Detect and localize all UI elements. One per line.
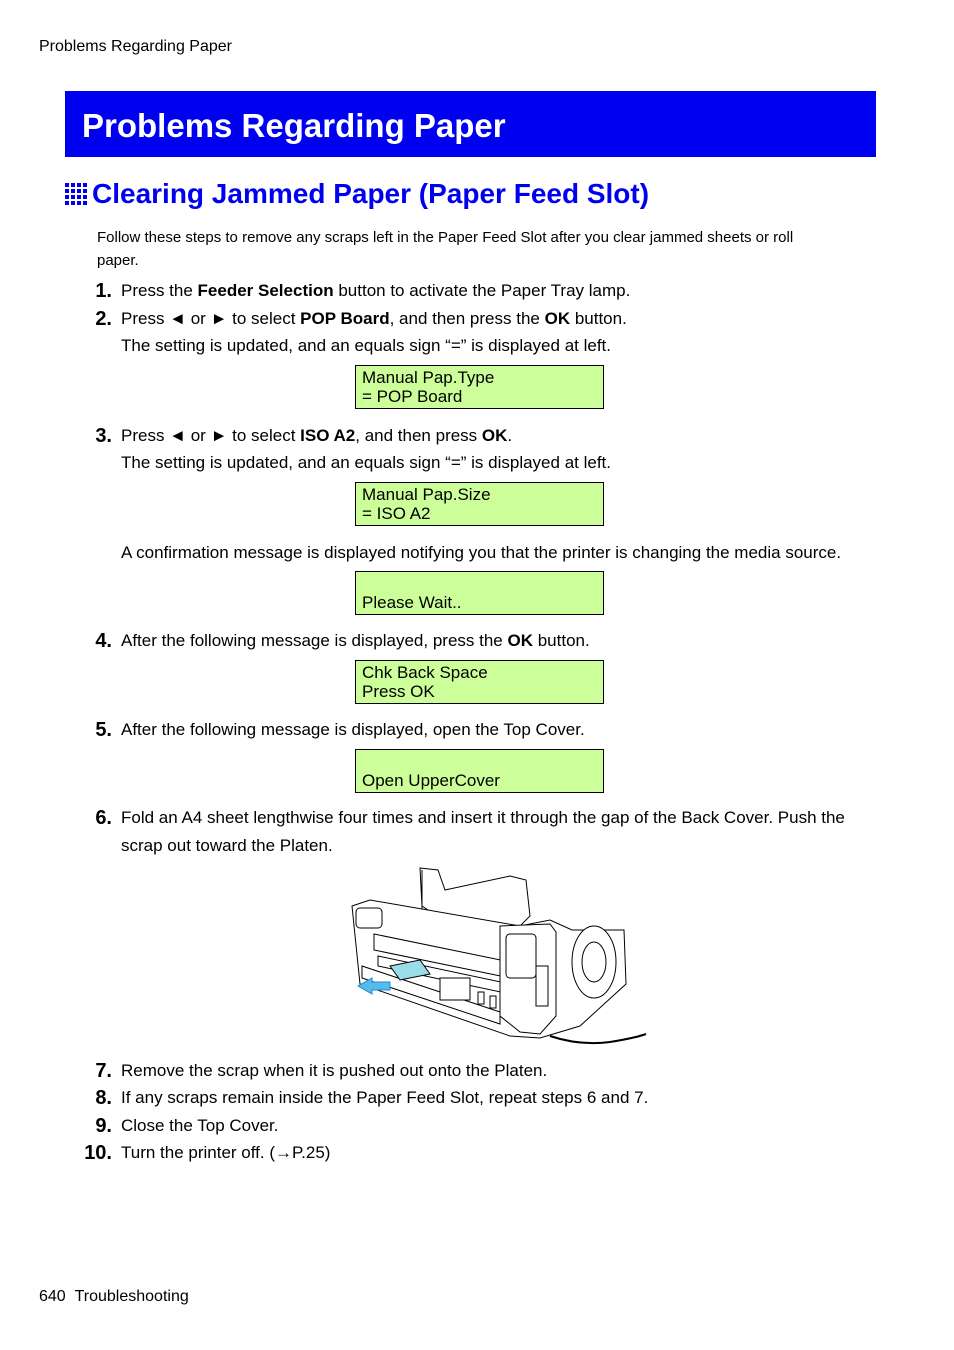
running-head: Problems Regarding Paper	[39, 38, 232, 55]
lcd-display	[355, 749, 604, 793]
step-number: 4.	[95, 630, 112, 652]
step-text: Turn the printer off. (→P.25)	[121, 1143, 331, 1162]
section-heading	[65, 176, 649, 212]
chapter-title-bar	[65, 91, 876, 157]
step-text: If any scraps remain inside the Paper Feed Slot, repeat steps 6 and 7.	[121, 1088, 649, 1107]
chapter-title: Problems Regarding Paper	[82, 107, 506, 144]
lcd-display	[355, 365, 604, 409]
step-text: Press ◄ or ► to select POP Board, and then press the OK button.	[121, 309, 627, 328]
step-number: 2.	[95, 308, 112, 330]
section-title: Clearing Jammed Paper (Paper Feed Slot)	[92, 178, 650, 209]
lcd-line-1: Chk Back Space	[362, 663, 488, 682]
step-text: Close the Top Cover.	[121, 1116, 279, 1135]
lcd-display	[355, 482, 604, 526]
step-number: 7.	[95, 1060, 112, 1082]
step-number: 9.	[95, 1115, 112, 1137]
step-number: 1.	[95, 280, 112, 302]
step-text: Fold an A4 sheet lengthwise four times and insert it through the gap of the Back Cover. Push the scrap out toward the Platen.	[121, 808, 845, 855]
step-text: After the following message is displayed, open the Top Cover.	[121, 720, 585, 739]
step-number: 6.	[95, 807, 112, 829]
step-text: After the following message is displayed, press the OK button.	[121, 631, 590, 650]
lcd-line-2: = ISO A2	[362, 504, 431, 523]
footer-section: Troubleshooting	[74, 1288, 189, 1305]
lcd-line-2: Please Wait..	[362, 593, 462, 612]
lcd-line-1	[362, 752, 603, 771]
page-footer	[39, 1288, 189, 1306]
step-number: 8.	[95, 1087, 112, 1109]
grid-icon	[65, 183, 87, 205]
printer-illustration	[350, 866, 648, 1052]
step-number: 10.	[84, 1142, 112, 1164]
step-note: The setting is updated, and an equals sign “=” is displayed at left.	[121, 453, 611, 472]
step-number: 5.	[95, 719, 112, 741]
step-text: Remove the scrap when it is pushed out onto the Platen.	[121, 1061, 548, 1080]
intro-paragraph: Follow these steps to remove any scraps left in the Paper Feed Slot after you clear jammed sheets or roll paper.	[97, 229, 794, 269]
page-number: 640	[39, 1288, 66, 1305]
lcd-line-1: Manual Pap.Type	[362, 368, 495, 387]
lcd-line-2: Open UpperCover	[362, 771, 500, 790]
step-note: The setting is updated, and an equals sign “=” is displayed at left.	[121, 336, 611, 355]
lcd-display	[355, 660, 604, 704]
lcd-line-1	[362, 574, 603, 593]
step-text: Press ◄ or ► to select ISO A2, and then press OK.	[121, 426, 513, 445]
step-note: A confirmation message is displayed notifying you that the printer is changing the media source.	[121, 543, 842, 562]
lcd-display	[355, 571, 604, 615]
step-number: 3.	[95, 425, 112, 447]
step-text: Press the Feeder Selection button to activate the Paper Tray lamp.	[121, 281, 631, 300]
lcd-line-2: = POP Board	[362, 387, 463, 406]
lcd-line-2: Press OK	[362, 682, 435, 701]
lcd-line-1: Manual Pap.Size	[362, 485, 491, 504]
